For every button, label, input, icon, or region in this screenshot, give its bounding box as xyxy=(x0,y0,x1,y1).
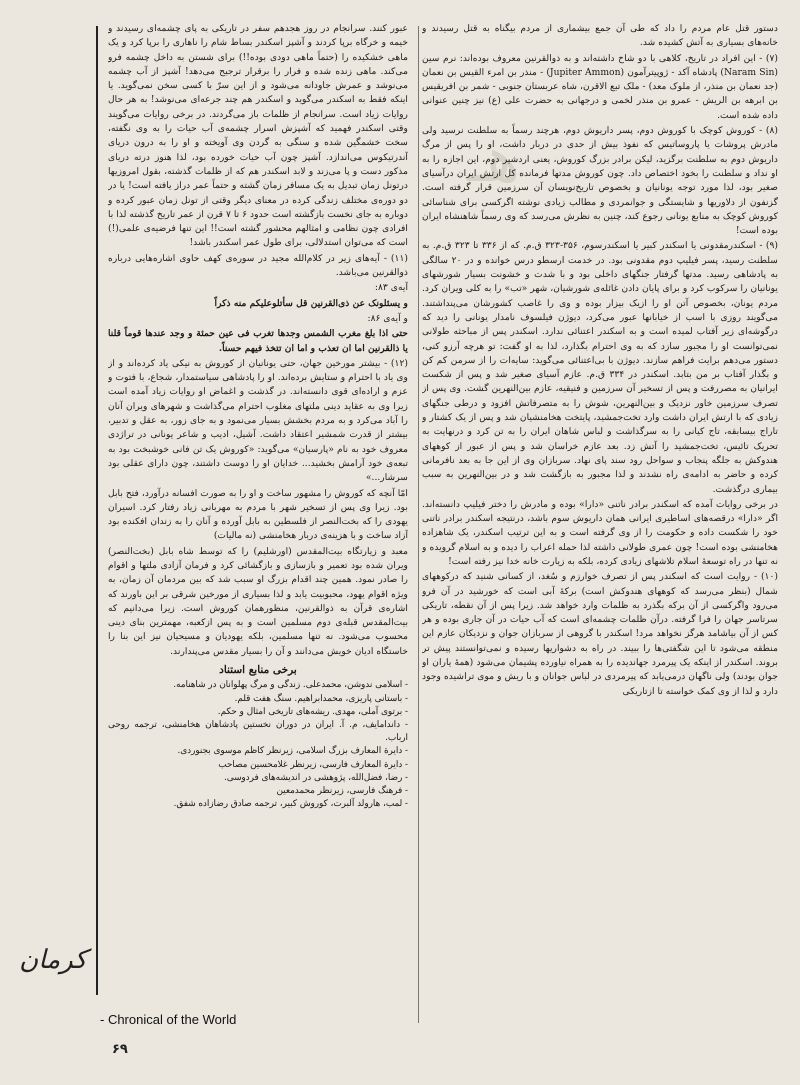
margin-rule xyxy=(96,26,98,995)
paragraph: (۸) - کوروش کوچک با کوروش دوم، پسر داریوش دوم، هرچند رسماً به سلطنت نرسید ولی مادرش پروشات یا پاروساتیس که نفوذ بیش از حدی در دربار داشت، او را پس از مرگ داریوش دوم به سلطنت برگزید، لیکن برادر بزرگ کوروش، یعنی اردشیر دوم، این اجازه را به او نداد و سلطنت را بخود اختصاص داد. چون کوروش مدتها فرمانده کل ارتش ایران درآسیای صغیر بود، لذا مورد توجه یونانیان و بخصوص تاریخ‌نویسان آن سرزمین قرار گرفته است. گزنفون از دلاوریها و شایستگی و جوانمردی و مطالب زیادی نوشته اگرکسی برای شناسائی کوروش کوچک به منابع یونانی رجوع کند، چنین به نظرش می‌رسد که وی رسماً شاهنشاه ایران بوده است! xyxy=(422,125,778,237)
reference-item: - دایرة المعارف فارسی، زیرنظر غلامحسین مصاحب xyxy=(218,759,408,770)
paragraph: (۱۰) - روایت است که اسکندر پس از تصرف خوارزم و سُغد، از کسانی شنید که درکوههای شمال (بنظر می‌رسد که کوههای هندوکش است) برکهٔ آبی است که خورشید در آن فرو می‌رود واگرکسی از آن برکه بگذرد به ظلمات وارد خواهد شد. زیرا پس از آن نقطه، تاریکی سرتاسر جهان را فرا گرفته. درآن ظلمات چشمه‌ای است که آب حیات در آن جاری بوده و هر کس از آن بیاشامد هرگز نخواهد مرد! اسکندر با گروهی از سربازان جوان و نزدیکان عازم این منطقه می‌شود تا این شگفتی‌ها را ببیند. در راه به دشواریها رسیده و نمی‌توانستند پیش تر بروند. اسکندر از اینکه یک پیرمرد جهاندیده را به همراه نیاورده پشیمان می‌شود (همهٔ یاران او جوان بودند) ولی ناگهان درمی‌یابد که پیرمردی در لباس جوانان و با ریش و موی تراشیده وجود دارد و لذا از وی کمک خواسته تا ازتاریکی xyxy=(422,571,778,697)
paragraph: آیه‌ی ۸۳: xyxy=(374,282,408,294)
paragraph: عبور کنند. سرانجام در روز هجدهم سفر در تاریکی به پای چشمه‌ای رسیدند و خیمه و خرگاه برپا کردند و آشپز اسکندر بساط شام را ناهاری را برپا کرد و یک ماهی خشکیده را (حتماً ماهی دودی بوده!!) برای شستن به داخل چشمه فرو می‌کند. ماهی زنده شده و فرار را برقرار ترجیح می‌دهد! آشپز از آب چشمه می‌نوشد و عمرش جاودانه می‌شود و از این سرّ با کسی سخن نمی‌گوید. یا اینکه فقط به اسکندر می‌گوید و اسکندر هم چند جرعه‌ای می‌نوشد! به هر حال روایات زیاد است. سرانجام از ظلمات باز می‌گردند. در برخی روایات می‌گویند وقتی اسکندر فهمید که آشپزش اسرار چشمه‌ی آب حیات را به وی نگفته، سخت خشمگین شده و سنگی به گردن وی آویخته و او را به درون دریای آندرتیکوس می‌اندازد. آشپز چون آب حیات خورده بود، لذا هنوز درته دریای مذکور دست و پا می‌زند و لابد اسکندر هم که از ظلمات گذشته، بقول امروزیها درتونل زمان تبدیل به یک مسافر زمان گشته و حتماً عمر دراز یافته است! یا در دو دوره‌ی مختلف زندگی کرده در معنای دیگر وقتی از تونل زمان عبور کرده و دوباره به جای نخست بازگشته است حدود ۶ تا ۷ قرن از عمر تاریخ گذشته لذا با افرادی چون نظامی و امثالهم محشور گشته است!! این تنها فرضیه‌ی علمی(!) است که می‌توان استدلالی، برای طول عمر اسکندر باشد! xyxy=(108,23,408,249)
reference-item: - داندامایف، م. آ. ایران در دوران نخستین پادشاهان هخامنشی، ترجمه روحی ارباب. xyxy=(108,719,408,744)
left-column xyxy=(108,22,408,1027)
reference-item: - دایرة المعارف بزرگ اسلامی، زیرنظر کاظم موسوی بجنوردی. xyxy=(177,746,408,757)
column-separator xyxy=(418,26,419,1023)
quran-verse: حتی اذا بلغ مغرب الشمس وجدها تغرب فی عین حمئة و وجد عندها قوماً قلنا یا ذالقرنین اما ان تعذب و اما ان تتخذ فیهم حسناً. xyxy=(108,328,408,354)
reference-item: - اسلامی ندوشن، محمدعلی. زندگی و مرگ پهلوانان در شاهنامه. xyxy=(173,680,408,691)
quran-verse: و یسئلونک عن ذی‌القرنین قل سأتلوعلیکم منه ذکراً xyxy=(214,297,408,309)
paragraph: (۹) - اسکندرمقدونی یا اسکندر کبیر یا اسکندرسوم، ۳۵۶-۳۲۳ ق.م. که از ۳۳۶ تا ۳۲۳ ق.م. به سلطنت رسید، پسر فیلیپ دوم مقدونی بود. در خدمت ارسطو درس خوانده و در ۲۰ سالگی به پادشاهی رسید. مدتها گرفتار جنگهای داخلی بود و با شدت و خشونت بسیار شورشهای یونانیان را سرکوب کرد و برای پایان دادن غائله‌ی شورشیان، شهر «تب» را به کلی ویران کرد. مردم یونان، بخصوص آتن او را ازیک بیزار بوده و وی را غاصب کشورشان می‌پنداشتند. می‌گویند روزی با اسب از خیابانها عبور می‌کرد، دیوژن فیلسوف نامدار یونانی را دید که درگوشه‌ای زیر آفتاب لمیده است و به اسکندر اعتنائی ندارد. اسکندر پس از مباحثه طولانی نمی‌توانست او را مجبور سازد که به وی احترام بگذارد، لذا به او گفت: تو هرچه آرزو کنی، دستور می‌دهم برایت فراهم سازند. دیوژن با بی‌اعتنائی می‌گوید: سایه‌ات را از سرمن کم کن و بگذار آفتاب بر من بتابد. اسکندر در ۳۳۴ ق.م. عازم آسیای صغیر شد و پس از شکست ایرانیان به مصررفت و پس از تسخیر آن سرزمین و فنیقیه، عازم بین‌النهرین گشت. وی پس از تصرف سرزمین خاور نزدیک و بین‌النهرین، شوش را به متصرفاتش افزود و درطی جنگهای زیادی که با ارتش ایران داشت وارد تخت‌جمشید، پایتخت هخامنشیان شد و پس از یک کشتار و تاراج بیسابقه، تاج کیانی را به سرگذاشت و لباس شاهان ایران را به تن کرد و درنهایت به تحریک تائیس، تخت‌جمشید را آتش زد. بعد عازم خراسان شد و پس از عبور از کوههای هندوکش به جلگه پنجاب و سواحل رود سند پای نهاد. سربازان وی از این جا به بعد نافرمانی کرده و حاضر به ادامه‌ی راه نشدند و لذا مجبور به بازگشت شد و در بین‌النهرین به سبب بیماری درگذشت. xyxy=(422,240,778,495)
paragraph: (۱۲) - بیشتر مورخین جهان، حتی یونانیان از کوروش به نیکی یاد کرده‌اند و از وی یاد با احترام و ستایش برده‌اند. او را پادشاهی سیاستمدار، شجاع، با فتوت و عزم و اراده‌ای قوی دانسته‌اند. در گذشت و اغماض او روایات زیاد آمده است زیرا وی به عقاید دینی ملتهای مغلوب احترام می‌گذاشت و شهرهای ویران آنان را آباد می‌کرد و به مردم بخشش بسیار می‌نمود و به جای زور، به عقل و تدبیر، بیشتر از قدرت شمشیر اعتقاد داشت. آشیل، ادیب و شاعر یونانی در تراژدی معروف خود به نام «پارسیان» می‌گوید: «کوروش یک تن فانی خوشبخت بود به تبعه‌ی خود آرامش بخشید... خدایان او را دوست داشتند، چون دارای عقلی بود سرشار...» xyxy=(108,357,408,484)
background-watermark: هـ xyxy=(467,123,520,197)
reference-item: - رضا، فضل‌الله، پژوهشی در اندیشه‌های فردوسی. xyxy=(223,772,408,783)
right-column xyxy=(422,22,778,1027)
paragraph: (۷) - این افراد در تاریخ، کلاهی با دو شاخ داشته‌اند و به ذوالقرنین معروف بوده‌اند: نرم سین (Naram Sin) پادشاه آکد - ژوپیترآمون (Jupiter Ammon) - منذر بن امرء القیس بن نعمان (جد نعمان بن منذر، از ملوک معد) - ملک تبع الاقرن، شاه عربستان جنوبی - شمر بن افریقیس بن ابرهه بن الریش - عمرو بن منذر لخمی و درجهانی به حضرت علی (ع) نیز چنین عنوانی داده شده است. xyxy=(422,52,778,121)
paragraph: معبد و زیارتگاه بیت‌المقدس (اورشلیم) را که توسط شاه بابل (بخت‌النصر) ویران شده بود تعمیر و بازسازی و بازگشائی کرد و فرمان آزادی ملتها و اقوام را صادر نمود. همین چند اقدام بزرگ او سبب شد که بین مردمان آن زمان، به ویژه اقوام یهود، محبوبیت یابد و لذا بسیاری از مورخین شرقی بر این باورند که اشاره‌ی قرآن به ذوالقرنین، منظورهمان کوروش است. زیرا می‌دانیم که بیت‌المقدس قبله‌ی دوم مسلمین است و به پس ازکعبه، مهمترین بنای دینی محسوب می‌شود. نه تنها مسلمین، بلکه یهودیان و مسیحیان نیز این بنا را خاستگاه ادیان خویش می‌دانند و آن را بسیار مقدس می‌پندارند. xyxy=(108,545,408,657)
reference-item: - برتوی آملی، مهدی. ریشه‌های تاریخی امثال و حکم. xyxy=(217,706,408,717)
paragraph: (۱۱) - آیه‌های زیر در کلام‌الله مجید در سوره‌ی کهف حاوی اشاره‌هایی درباره ذوالقرنین می‌باشد. xyxy=(108,252,408,279)
reference-item: - باستانی پاریزی، محمدابراهیم. سنگ هفت قلم. xyxy=(234,693,408,704)
page-number: ۶۹ xyxy=(112,1042,128,1057)
series-title: - Chronical of the World xyxy=(100,1012,237,1027)
reference-item: - فرهنگ فارسی، زیرنظر محمدمعین xyxy=(276,785,408,796)
paragraph: در برخی روایات آمده که اسکندر برادر ناتنی «دارا» بوده و مادرش را دختر فیلیپ دانسته‌اند. اگر «دارا» درقصه‌های اساطیری ایرانی همان داریوش سوم باشد، درنتیجه اسکندر برادر ناتنی خود را شکست داده و حکومت را از وی گرفته است و به این ترتیب اسکندر، یک شاهزاده هخامنشی بوده است! چون عمری طولانی داشته لذا حمله اعراب را دیده و به اسلام گرویده و نه تنها در راه توسعهٔ اسلام تلاشهای زیادی کرده، بلکه به زیارت خانه خدا نیز رفته است! xyxy=(422,498,778,567)
brand-logo: کرمان xyxy=(19,945,87,975)
paragraph: دستور قتل عام مردم را داد که طی آن جمع بیشماری از مردم بیگناه به قتل رسیدند و خانه‌های بسیاری به آتش کشیده شد. xyxy=(422,23,778,49)
side-watermark xyxy=(28,40,68,220)
references-title: برخی منابع استناد xyxy=(219,664,297,677)
paragraph: امّا آنچه که کوروش را مشهور ساخت و او را به صورت افسانه درآورد، فتح بابل بود. زیرا وی پس از تسخیر شهر با مردم به مهربانی زیاد رفتار کرد. اسیران یهودی را که بخت‌النصر از فلسطین به بابل آورده و آنان را به زندان افکنده بود آزاد ساخت و با هزینه‌ی دربار هخامنشی (نه مالیات) xyxy=(108,487,408,542)
paragraph: و آیه‌ی ۸۶: xyxy=(367,312,408,324)
reference-item: - لمب، هارولد آلبرت، کوروش کبیر، ترجمه صادق رضازاده شفق. xyxy=(173,799,408,810)
